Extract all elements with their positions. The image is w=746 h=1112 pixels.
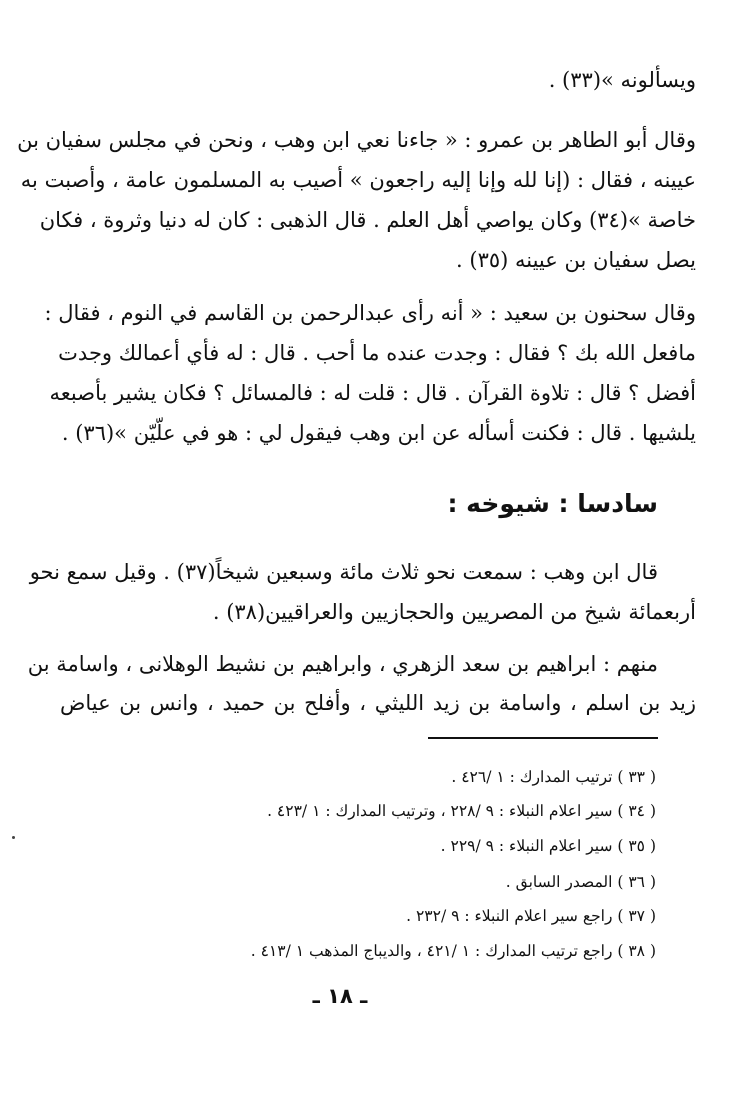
scan-speck — [12, 836, 15, 839]
footnote: ( ٣٦ ) المصدر السابق . — [505, 873, 656, 891]
body-line: وقال أبو الطاهر بن عمرو : « جاءنا نعي ابن وهب ، ونحن في مجلس سفيان بن — [17, 128, 696, 152]
body-line: أربعمائة شيخ من المصريين والحجازيين والعراقيين(٣٨) . — [212, 600, 696, 624]
body-line: وقال سحنون بن سعيد : « أنه رأى عبدالرحمن بن القاسم في النوم ، فقال : — [44, 301, 696, 325]
body-line: يلشيها . قال : فكنت أسأله عن ابن وهب فيقول لي : هو في علّيّن »(٣٦) . — [61, 421, 696, 445]
footnote: ( ٣٨ ) راجع ترتيب المدارك : ١ /٤٢١ ، والديباج المذهب ١ /٤١٣ . — [250, 942, 656, 960]
footnote: ( ٣٤ ) سير اعلام النبلاء : ٩ /٢٢٨ ، وترتيب المدارك : ١ /٤٢٣ . — [267, 802, 656, 820]
body-line: خاصة »(٣٤) وكان يواصي أهل العلم . قال الذهبى : كان له دنيا وثروة ، فكان — [39, 208, 696, 232]
footnote-separator — [428, 737, 658, 739]
body-line: منهم : ابراهيم بن سعد الزهري ، وابراهيم بن نشيط الوهلانى ، واسامة بن — [27, 652, 658, 676]
footnote: ( ٣٥ ) سير اعلام النبلاء : ٩ /٢٢٩ . — [440, 837, 656, 855]
body-line: عيينه ، فقال : (إنا لله وإنا إليه راجعون » أصيب به المسلمون عامة ، وأصبت به — [20, 168, 696, 192]
body-line: زيد بن اسلم ، واسامة بن زيد الليثي ، وأفلح بن حميد ، وانس بن عياض — [60, 691, 696, 715]
body-line: يصل سفيان بن عيينه (٣٥) . — [456, 248, 696, 272]
footnote: ( ٣٣ ) ترتيب المدارك : ١ /٤٢٦ . — [451, 768, 656, 786]
section-heading: سادسا : شيوخه : — [447, 489, 658, 518]
footnote: ( ٣٧ ) راجع سير اعلام النبلاء : ٩ /٢٣٢ . — [406, 907, 656, 925]
body-line: مافعل الله بك ؟ فقال : وجدت عنده ما أحب . قال : له فأي أعمالك وجدت — [58, 341, 696, 365]
body-line: أفضل ؟ قال : تلاوة القرآن . قال : قلت له : فالمسائل ؟ فكان يشير بأصبعه — [49, 381, 696, 405]
body-line: قال ابن وهب : سمعت نحو ثلاث مائة وسبعين شيخاً(٣٧) . وقيل سمع نحو — [29, 560, 658, 584]
page-number: ـ ١٨ ـ — [312, 984, 368, 1008]
body-line-carryover: ويسألونه »(٣٣) . — [548, 68, 696, 92]
